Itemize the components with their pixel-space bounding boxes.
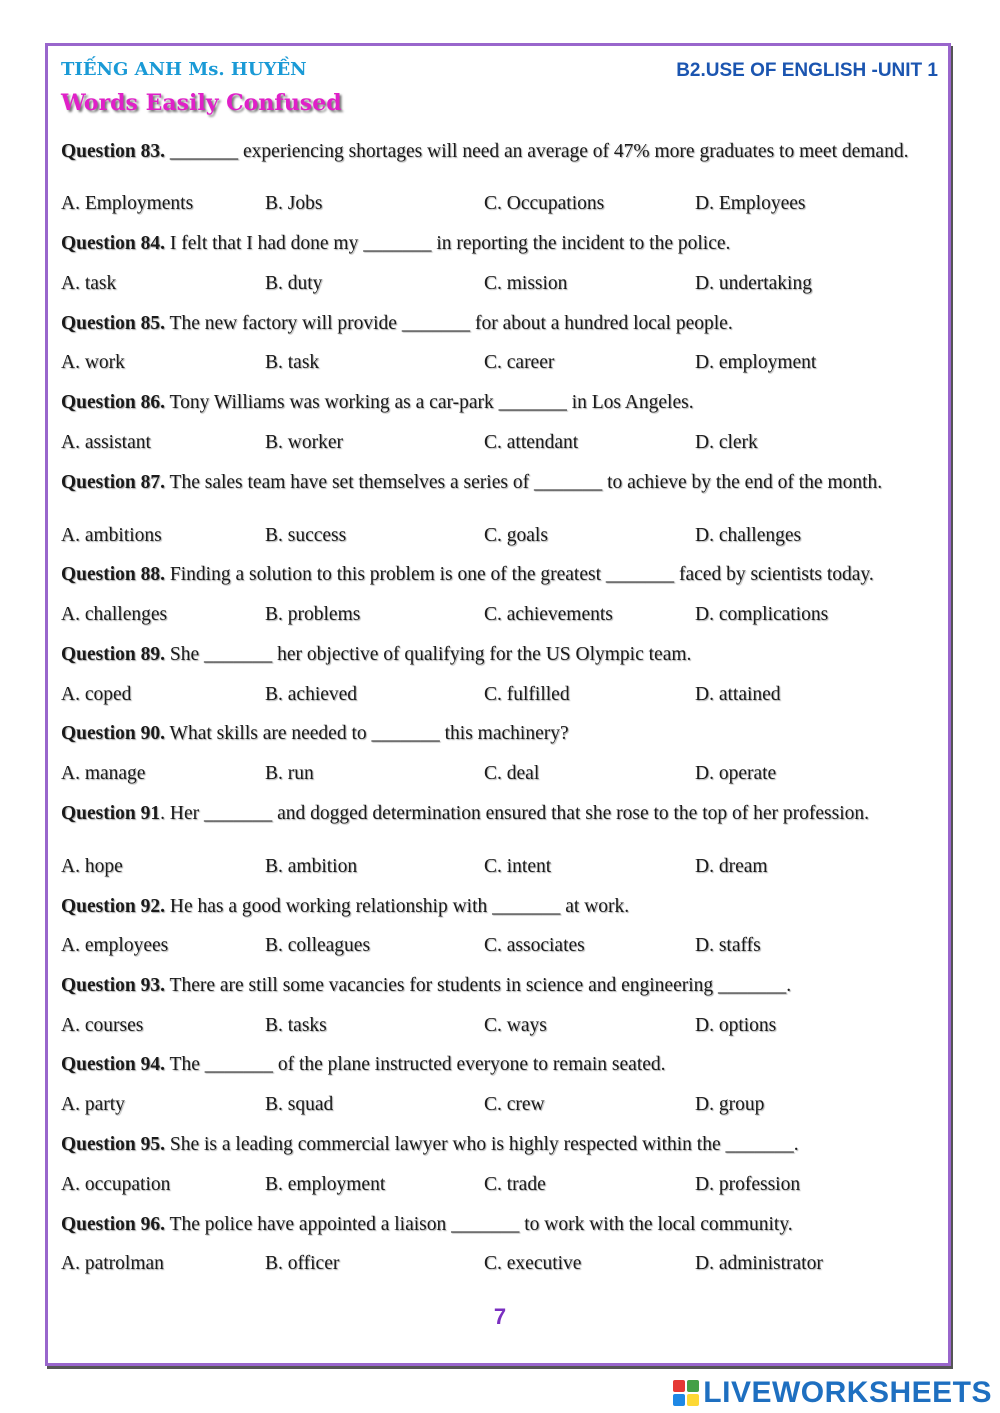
option-a[interactable]: A. work — [61, 352, 125, 373]
question-94-options — [0, 1092, 900, 1118]
question-text: The sales team have set themselves a series of _______ to achieve by the end of the month. — [165, 472, 883, 493]
question-96-options — [0, 1251, 900, 1277]
option-a[interactable]: A. coped — [61, 684, 132, 705]
option-d[interactable]: D. operate — [695, 763, 777, 784]
question-label: Question 89. — [61, 644, 166, 665]
option-a[interactable]: A. occupation — [61, 1174, 171, 1195]
question-92-options — [0, 933, 900, 959]
option-d[interactable]: D. staffs — [695, 935, 761, 956]
question-84-options — [0, 271, 900, 297]
question-83-stem — [61, 139, 941, 165]
option-d[interactable]: D. group — [695, 1094, 765, 1115]
question-label: Question 83. — [61, 141, 166, 162]
option-d[interactable]: D. administrator — [695, 1253, 823, 1274]
question-89-options — [0, 682, 900, 708]
option-b[interactable]: B. duty — [265, 273, 323, 294]
option-d[interactable]: D. complications — [695, 604, 829, 625]
question-label: Question 84. — [61, 233, 166, 254]
question-text: The _______ of the plane instructed everyone to remain seated. — [165, 1054, 666, 1075]
question-84-stem — [61, 231, 941, 257]
option-c[interactable]: C. trade — [484, 1174, 546, 1195]
question-93-options — [0, 1013, 900, 1039]
question-text: The new factory will provide _______ for about a hundred local people. — [165, 313, 733, 334]
option-a[interactable]: A. challenges — [61, 604, 168, 625]
question-90-stem — [61, 721, 941, 747]
question-label: Question 85. — [61, 313, 166, 334]
option-b[interactable]: B. achieved — [265, 684, 358, 705]
option-d[interactable]: D. undertaking — [695, 273, 812, 294]
question-label: Question 96. — [61, 1214, 166, 1235]
option-b[interactable]: B. ambition — [265, 856, 358, 877]
question-87-stem — [61, 470, 941, 496]
option-a[interactable]: A. Employments — [61, 193, 194, 214]
question-text: Tony Williams was working as a car-park _______ in Los Angeles. — [165, 392, 694, 413]
option-c[interactable]: C. mission — [484, 273, 568, 294]
option-b[interactable]: B. success — [265, 525, 347, 546]
option-c[interactable]: C. ways — [484, 1015, 547, 1036]
option-b[interactable]: B. worker — [265, 432, 343, 453]
question-text: I felt that I had done my _______ in reporting the incident to the police. — [165, 233, 731, 254]
question-88-options — [0, 602, 900, 628]
option-b[interactable]: B. colleagues — [265, 935, 371, 956]
question-label: Question 90. — [61, 723, 166, 744]
option-c[interactable]: C. executive — [484, 1253, 582, 1274]
question-86-options — [0, 430, 900, 456]
question-label: Question 93. — [61, 975, 166, 996]
option-b[interactable]: B. officer — [265, 1253, 340, 1274]
question-85-stem — [61, 311, 941, 337]
question-text: _______ experiencing shortages will need an average of 47% more graduates to meet demand. — [165, 141, 909, 162]
option-a[interactable]: A. task — [61, 273, 117, 294]
question-95-stem — [61, 1132, 941, 1158]
teacher-name-header: TIẾNG ANH Ms. HUYỀN — [61, 59, 307, 80]
question-93-stem — [61, 973, 941, 999]
option-b[interactable]: B. employment — [265, 1174, 386, 1195]
question-label: Question 87. — [61, 472, 166, 493]
option-c[interactable]: C. attendant — [484, 432, 579, 453]
option-b[interactable]: B. run — [265, 763, 314, 784]
option-c[interactable]: C. Occupations — [484, 193, 605, 214]
question-label: Question 88. — [61, 564, 166, 585]
question-85-options — [0, 350, 900, 376]
liveworksheets-logo-icon — [673, 1380, 699, 1406]
question-95-options — [0, 1172, 900, 1198]
option-d[interactable]: D. clerk — [695, 432, 758, 453]
question-text: The police have appointed a liaison _______ to work with the local community. — [165, 1214, 793, 1235]
option-a[interactable]: A. party — [61, 1094, 125, 1115]
question-94-stem — [61, 1052, 941, 1078]
question-label: Question 92. — [61, 896, 166, 917]
question-92-stem — [61, 894, 941, 920]
option-a[interactable]: A. courses — [61, 1015, 144, 1036]
question-text: She is a leading commercial lawyer who is highly respected within the _______. — [165, 1134, 799, 1155]
option-d[interactable]: D. options — [695, 1015, 777, 1036]
topic-title: Words Easily Confused — [61, 90, 342, 116]
question-text: Finding a solution to this problem is one of the greatest _______ faced by scientists today. — [165, 564, 874, 585]
option-b[interactable]: B. problems — [265, 604, 361, 625]
option-c[interactable]: C. goals — [484, 525, 548, 546]
question-text: She _______ her objective of qualifying for the US Olympic team. — [165, 644, 692, 665]
option-d[interactable]: D. dream — [695, 856, 768, 877]
option-b[interactable]: B. tasks — [265, 1015, 327, 1036]
option-c[interactable]: C. achievements — [484, 604, 613, 625]
option-c[interactable]: C. deal — [484, 763, 540, 784]
question-91-options — [0, 854, 900, 880]
question-label: Question 91 — [61, 803, 161, 824]
option-c[interactable]: C. crew — [484, 1094, 545, 1115]
question-83-options — [0, 191, 900, 217]
question-88-stem — [61, 562, 941, 588]
question-label: Question 86. — [61, 392, 166, 413]
option-a[interactable]: A. hope — [61, 856, 123, 877]
question-label: Question 95. — [61, 1134, 166, 1155]
question-label: Question 94. — [61, 1054, 166, 1075]
question-86-stem — [61, 390, 941, 416]
option-d[interactable]: D. profession — [695, 1174, 801, 1195]
watermark-text: LIVEWORKSHEETS — [703, 1376, 992, 1409]
option-a[interactable]: A. manage — [61, 763, 146, 784]
option-d[interactable]: D. Employees — [695, 193, 806, 214]
liveworksheets-watermark — [673, 1376, 992, 1410]
page-number: 7 — [493, 1304, 507, 1329]
option-b[interactable]: B. squad — [265, 1094, 334, 1115]
option-a[interactable]: A. assistant — [61, 432, 151, 453]
option-d[interactable]: D. employment — [695, 352, 817, 373]
option-a[interactable]: A. patrolman — [61, 1253, 164, 1274]
question-text: . Her _______ and dogged determination ensured that she rose to the top of her profession. — [160, 803, 870, 824]
option-b[interactable]: B. task — [265, 352, 320, 373]
unit-title-header: B2.USE OF ENGLISH -UNIT 1 — [676, 60, 938, 81]
option-c[interactable]: C. fulfilled — [484, 684, 570, 705]
option-c[interactable]: C. career — [484, 352, 555, 373]
option-a[interactable]: A. employees — [61, 935, 169, 956]
option-a[interactable]: A. ambitions — [61, 525, 162, 546]
option-d[interactable]: D. challenges — [695, 525, 802, 546]
question-87-options — [0, 523, 900, 549]
question-text: He has a good working relationship with _______ at work. — [165, 896, 630, 917]
option-d[interactable]: D. attained — [695, 684, 781, 705]
question-91-stem — [61, 801, 941, 827]
question-text: What skills are needed to _______ this machinery? — [165, 723, 569, 744]
option-b[interactable]: B. Jobs — [265, 193, 323, 214]
option-c[interactable]: C. intent — [484, 856, 552, 877]
option-c[interactable]: C. associates — [484, 935, 585, 956]
question-89-stem — [61, 642, 941, 668]
question-90-options — [0, 761, 900, 787]
question-96-stem — [61, 1212, 941, 1238]
question-text: There are still some vacancies for students in science and engineering _______. — [165, 975, 792, 996]
